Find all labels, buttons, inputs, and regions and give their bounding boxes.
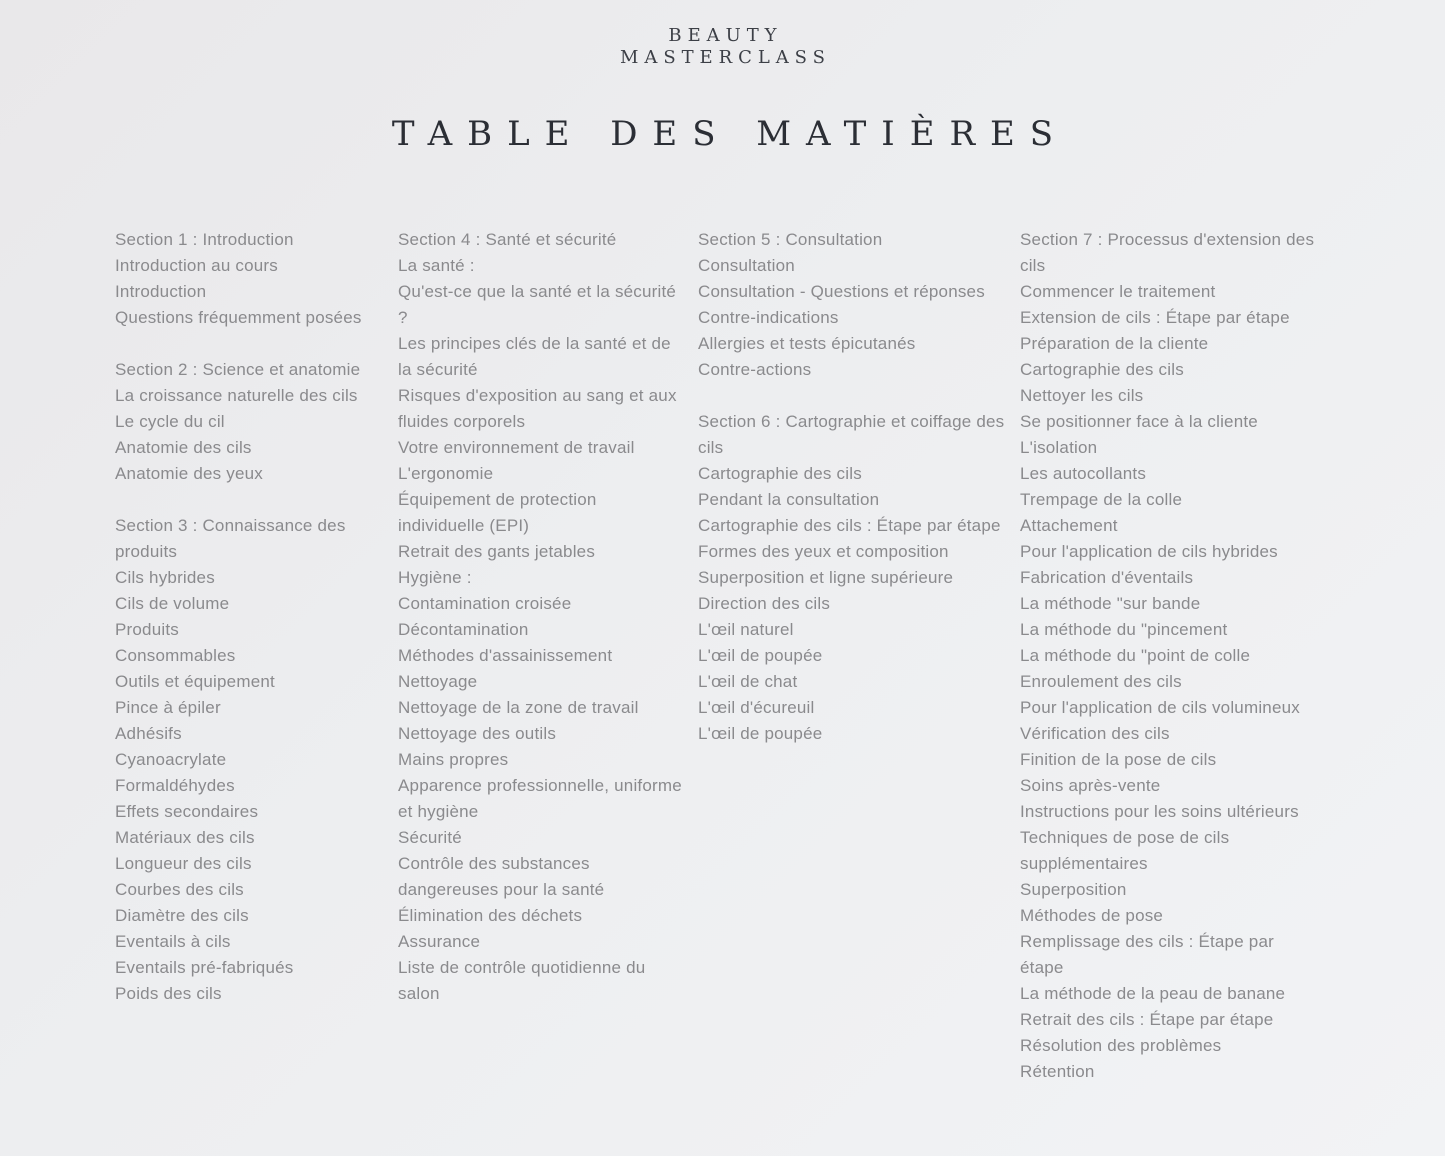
toc-entry: Longueur des cils bbox=[115, 854, 252, 873]
toc-entry: Fabrication d'éventails bbox=[1020, 568, 1194, 587]
toc-entry: La croissance naturelle des cils bbox=[115, 386, 358, 405]
toc-entry: Élimination des déchets bbox=[398, 906, 583, 925]
toc-column-4 bbox=[1020, 227, 1320, 1085]
toc-entry: Soins après-vente bbox=[1020, 776, 1161, 795]
toc-entry: Mains propres bbox=[398, 750, 509, 769]
toc-entry: Contamination croisée bbox=[398, 594, 572, 613]
toc-spacer bbox=[115, 487, 375, 513]
toc-entry: Consultation - Questions et réponses bbox=[698, 282, 985, 301]
toc-entry: Enroulement des cils bbox=[1020, 672, 1182, 691]
toc-entry: Allergies et tests épicutanés bbox=[698, 334, 916, 353]
toc-entry: Consommables bbox=[115, 646, 236, 665]
toc-entry: Pour l'application de cils volumineux bbox=[1020, 698, 1300, 717]
toc-entry: Superposition et ligne supérieure bbox=[698, 568, 954, 587]
toc-entry: La méthode de la peau de banane bbox=[1020, 984, 1286, 1003]
toc-entry: Formaldéhydes bbox=[115, 776, 235, 795]
toc-entry: Cartographie des cils bbox=[1020, 360, 1184, 379]
toc-entry: L'œil de chat bbox=[698, 672, 798, 691]
brand-line-2 bbox=[0, 47, 1445, 69]
toc-entry: Pour l'application de cils hybrides bbox=[1020, 542, 1278, 561]
toc-entry: Rétention bbox=[1020, 1062, 1095, 1081]
toc-entry: Liste de contrôle quotidienne du salon bbox=[398, 958, 646, 1003]
toc-entry: Questions fréquemment posées bbox=[115, 308, 362, 327]
toc-column-3 bbox=[698, 227, 1010, 747]
brand-logo bbox=[0, 25, 1445, 69]
toc-entry: Cartographie des cils bbox=[698, 464, 862, 483]
brand-line-1-text: BEAUTY bbox=[668, 25, 783, 46]
toc-column-1 bbox=[115, 227, 375, 1007]
toc-entry: Le cycle du cil bbox=[115, 412, 225, 431]
toc-entry: Cils de volume bbox=[115, 594, 230, 613]
toc-entry: Attachement bbox=[1020, 516, 1118, 535]
toc-entry: La santé : bbox=[398, 256, 475, 275]
toc-entry: Anatomie des cils bbox=[115, 438, 252, 457]
toc-entry: Direction des cils bbox=[698, 594, 831, 613]
toc-entry: Consultation bbox=[698, 256, 795, 275]
toc-entry: Introduction au cours bbox=[115, 256, 278, 275]
toc-section-heading: Section 3 : Connaissance des produits bbox=[115, 516, 346, 561]
toc-entry: Sécurité bbox=[398, 828, 462, 847]
toc-entry: Commencer le traitement bbox=[1020, 282, 1216, 301]
toc-entry: Apparence professionnelle, uniforme et hygiène bbox=[398, 776, 682, 821]
toc-spacer bbox=[115, 331, 375, 357]
toc-entry: Instructions pour les soins ultérieurs bbox=[1020, 802, 1299, 821]
toc-section-heading: Section 4 : Santé et sécurité bbox=[398, 230, 617, 249]
toc-entry: Cils hybrides bbox=[115, 568, 215, 587]
toc-entry: Outils et équipement bbox=[115, 672, 275, 691]
toc-entry: Contre-indications bbox=[698, 308, 839, 327]
toc-entry: Matériaux des cils bbox=[115, 828, 255, 847]
toc-entry: Méthodes d'assainissement bbox=[398, 646, 613, 665]
toc-entry: L'ergonomie bbox=[398, 464, 494, 483]
toc-entry: Nettoyage des outils bbox=[398, 724, 557, 743]
toc-section-heading: Section 7 : Processus d'extension des cils bbox=[1020, 230, 1315, 275]
toc-entry: Retrait des cils : Étape par étape bbox=[1020, 1010, 1274, 1029]
toc-entry: L'œil de poupée bbox=[698, 646, 823, 665]
brand-line-2-text: MASTERCLASS bbox=[620, 47, 831, 68]
toc-entry: Méthodes de pose bbox=[1020, 906, 1164, 925]
toc-section-heading: Section 2 : Science et anatomie bbox=[115, 360, 361, 379]
page-title-text: TABLE DES MATIÈRES bbox=[391, 114, 1069, 154]
toc-entry: Pendant la consultation bbox=[698, 490, 880, 509]
toc-entry: Assurance bbox=[398, 932, 481, 951]
toc-entry: Eventails à cils bbox=[115, 932, 231, 951]
brand-line-1 bbox=[0, 25, 1445, 47]
toc-entry: Remplissage des cils : Étape par étape bbox=[1020, 932, 1274, 977]
toc-entry: Nettoyage de la zone de travail bbox=[398, 698, 639, 717]
toc-entry: Retrait des gants jetables bbox=[398, 542, 596, 561]
toc-column-2 bbox=[398, 227, 686, 1007]
toc-entry: Cyanoacrylate bbox=[115, 750, 227, 769]
toc-columns bbox=[115, 227, 1320, 1085]
toc-entry: Contrôle des substances dangereuses pour la santé bbox=[398, 854, 605, 899]
toc-entry: L'œil d'écureuil bbox=[698, 698, 815, 717]
toc-entry: Superposition bbox=[1020, 880, 1127, 899]
toc-entry: Eventails pré-fabriqués bbox=[115, 958, 294, 977]
toc-entry: Vérification des cils bbox=[1020, 724, 1170, 743]
page-title bbox=[0, 112, 1445, 156]
toc-entry: L'isolation bbox=[1020, 438, 1098, 457]
toc-entry: Nettoyer les cils bbox=[1020, 386, 1144, 405]
toc-entry: Équipement de protection individuelle (EPI) bbox=[398, 490, 597, 535]
toc-entry: Adhésifs bbox=[115, 724, 182, 743]
toc-entry: Trempage de la colle bbox=[1020, 490, 1183, 509]
toc-entry: Qu'est-ce que la santé et la sécurité ? bbox=[398, 282, 677, 327]
toc-entry: Formes des yeux et composition bbox=[698, 542, 949, 561]
toc-entry: Hygiène : bbox=[398, 568, 472, 587]
toc-entry: L'œil de poupée bbox=[698, 724, 823, 743]
toc-entry: Effets secondaires bbox=[115, 802, 259, 821]
toc-section-heading: Section 5 : Consultation bbox=[698, 230, 883, 249]
toc-spacer bbox=[698, 383, 1010, 409]
toc-entry: Pince à épiler bbox=[115, 698, 221, 717]
toc-entry: La méthode du "point de colle bbox=[1020, 646, 1251, 665]
toc-entry: Anatomie des yeux bbox=[115, 464, 263, 483]
toc-entry: Courbes des cils bbox=[115, 880, 244, 899]
toc-entry: Cartographie des cils : Étape par étape bbox=[698, 516, 1001, 535]
toc-entry: La méthode "sur bande bbox=[1020, 594, 1201, 613]
toc-entry: Votre environnement de travail bbox=[398, 438, 635, 457]
toc-entry: Poids des cils bbox=[115, 984, 222, 1003]
toc-entry: Contre-actions bbox=[698, 360, 812, 379]
toc-entry: Préparation de la cliente bbox=[1020, 334, 1209, 353]
toc-entry: Extension de cils : Étape par étape bbox=[1020, 308, 1290, 327]
toc-entry: La méthode du "pincement bbox=[1020, 620, 1228, 639]
toc-entry: Produits bbox=[115, 620, 179, 639]
toc-entry: Nettoyage bbox=[398, 672, 478, 691]
toc-entry: Résolution des problèmes bbox=[1020, 1036, 1222, 1055]
toc-entry: Les principes clés de la santé et de la sécurité bbox=[398, 334, 671, 379]
toc-entry: Finition de la pose de cils bbox=[1020, 750, 1217, 769]
toc-entry: Diamètre des cils bbox=[115, 906, 249, 925]
toc-entry: Techniques de pose de cils supplémentaires bbox=[1020, 828, 1230, 873]
toc-entry: L'œil naturel bbox=[698, 620, 794, 639]
toc-section-heading: Section 1 : Introduction bbox=[115, 230, 294, 249]
toc-entry: Décontamination bbox=[398, 620, 529, 639]
toc-entry: Les autocollants bbox=[1020, 464, 1147, 483]
toc-entry: Introduction bbox=[115, 282, 207, 301]
toc-entry: Risques d'exposition au sang et aux fluides corporels bbox=[398, 386, 677, 431]
toc-entry: Se positionner face à la cliente bbox=[1020, 412, 1258, 431]
toc-section-heading: Section 6 : Cartographie et coiffage des cils bbox=[698, 412, 1005, 457]
